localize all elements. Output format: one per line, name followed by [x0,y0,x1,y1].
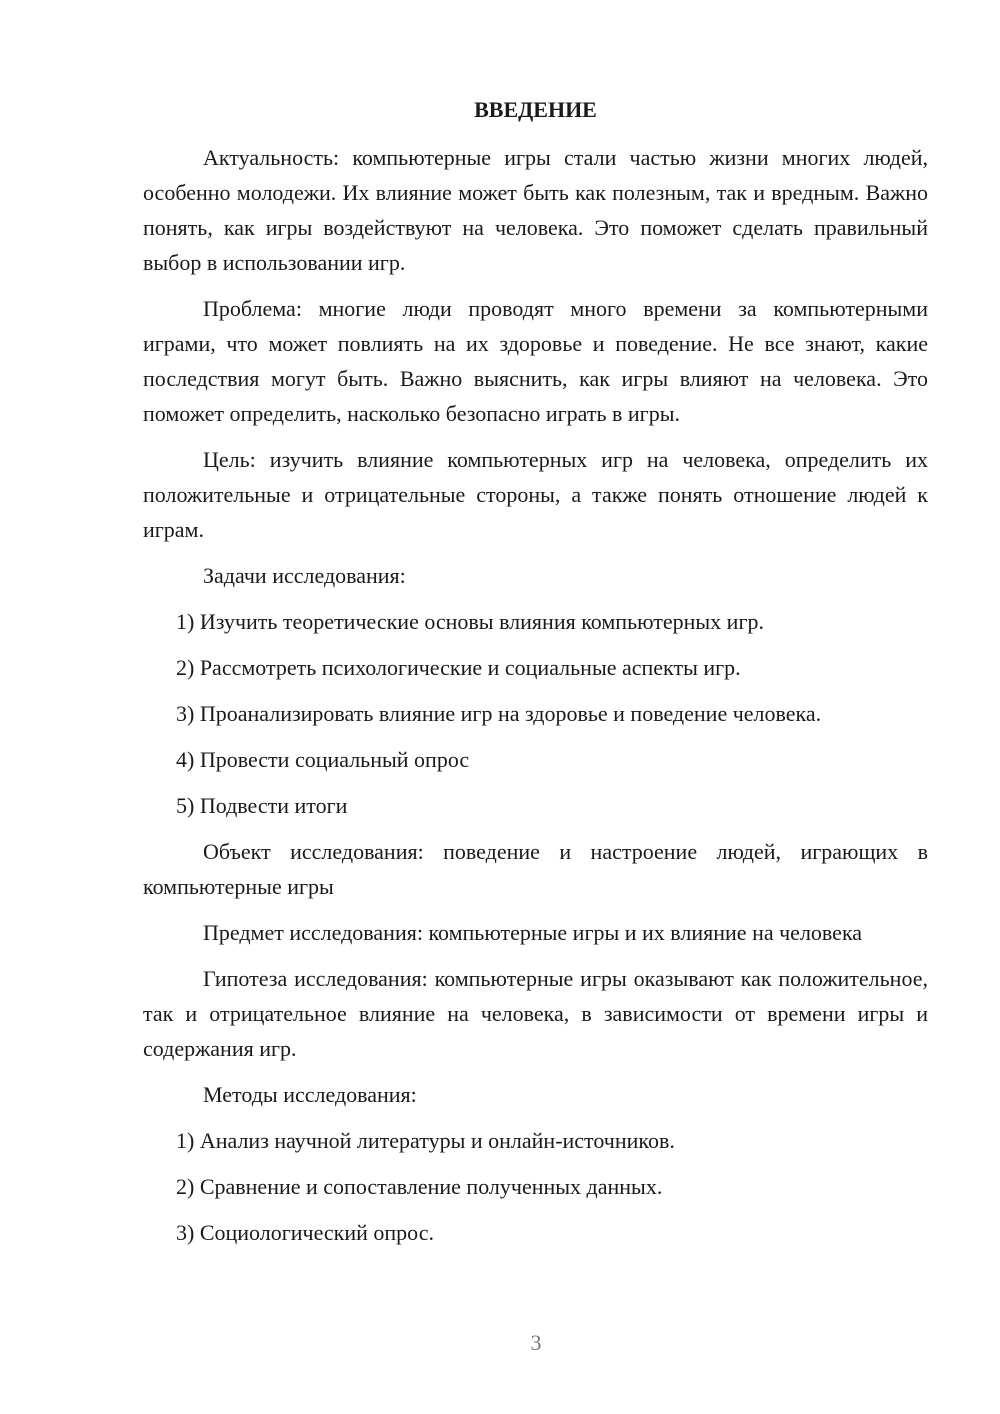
subject-paragraph: Предмет исследования: компьютерные игры и их влияние на человека [203,920,863,945]
method-item: 3) Социологический опрос. [176,1220,434,1245]
tasks-heading: Задачи исследования: [203,563,406,588]
method-item: 2) Сравнение и сопоставление полученных данных. [176,1174,663,1199]
relevance-paragraph: Актуальность: компьютерные игры стали частью жизни многих людей, особенно молодежи. Их влияние может быть как полезным, так и вредным. Важно понять, как игры воздействуют на человека. Это поможет сделать правильный выбор в использовании игр. [143,145,928,275]
page-title: ВВЕДЕНИЕ [474,97,597,122]
document-page [143,90,928,1250]
method-item: 1) Анализ научной литературы и онлайн-источников. [176,1128,675,1153]
problem-paragraph: Проблема: многие люди проводят много времени за компьютерными играми, что может повлиять на их здоровье и поведение. Не все знают, какие последствия могут быть. Важно выяснить, как игры влияют на человека. Это поможет определить, насколько безопасно играть в игры. [143,296,928,426]
goal-paragraph: Цель: изучить влияние компьютерных игр на человека, определить их положительные и отрицательные стороны, а также понять отношение людей к играм. [143,447,928,542]
task-item: 1) Изучить теоретические основы влияния компьютерных игр. [176,609,764,634]
hypothesis-paragraph: Гипотеза исследования: компьютерные игры оказывают как положительное, так и отрицательное влияние на человека, в зависимости от времени игры и содержания игр. [143,966,928,1061]
object-paragraph: Объект исследования: поведение и настроение людей, играющих в компьютерные игры [143,839,928,899]
methods-heading: Методы исследования: [203,1082,417,1107]
page-number: 3 [530,1330,542,1355]
task-item: 4) Провести социальный опрос [176,747,470,772]
task-item: 5) Подвести итоги [176,793,348,818]
task-item: 2) Рассмотреть психологические и социальные аспекты игр. [176,655,741,680]
task-item: 3) Проанализировать влияние игр на здоровье и поведение человека. [176,701,822,726]
